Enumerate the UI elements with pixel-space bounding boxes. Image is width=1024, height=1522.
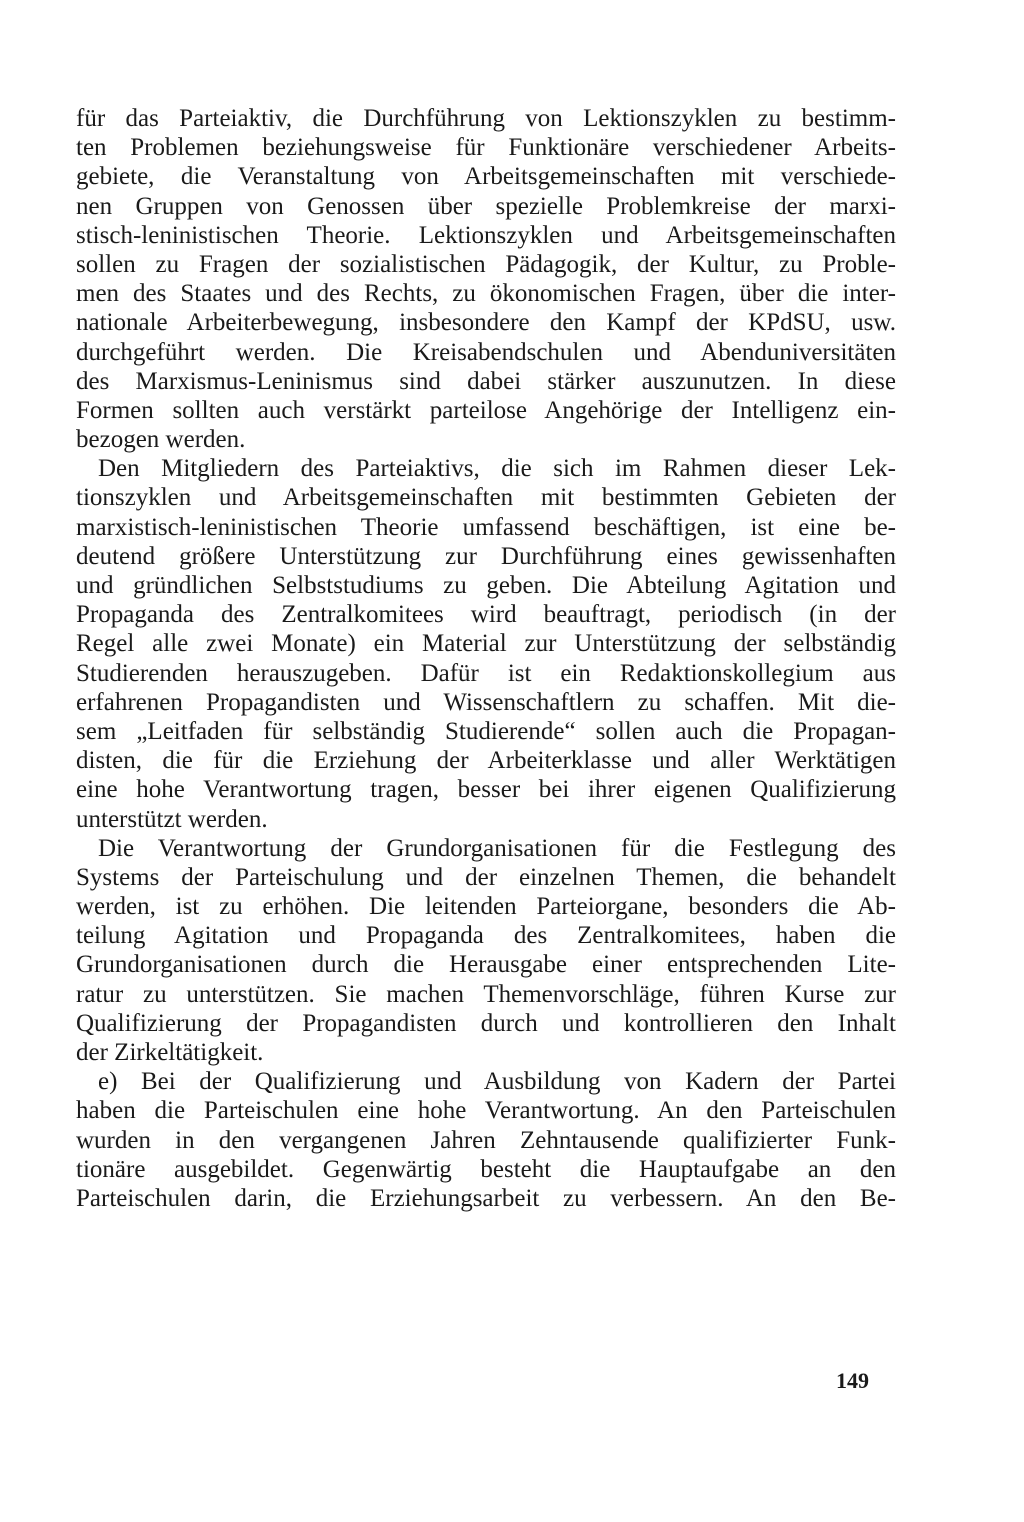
text-line: Regel alle zwei Monate) ein Material zur Unterstützung der selbständig — [76, 630, 896, 658]
text-line: und gründlichen Selbststudiums zu geben. Die Abteilung Agitation und — [76, 572, 896, 599]
text-line: wurden in den vergangenen Jahren Zehntausende qualifizierter Funk- — [76, 1126, 896, 1154]
text-line: sollen zu Fragen der sozialistischen Pädagogik, der Kultur, zu Proble- — [76, 250, 896, 278]
text-line: Qualifizierung der Propagandisten durch und kontrollieren den Inhalt — [76, 1009, 896, 1037]
text-line: teilung Agitation und Propaganda des Zentralkomitees, haben die — [76, 922, 896, 950]
text-line: werden, ist zu erhöhen. Die leitenden Parteiorgane, besonders die Ab- — [76, 893, 896, 921]
text-line: ratur zu unterstützen. Sie machen Themenvorschläge, führen Kurse zur — [76, 980, 896, 1008]
text-line: deutend größere Unterstützung zur Durchführung eines gewissenhaften — [76, 542, 896, 570]
text-line: der Zirkeltätigkeit. — [76, 1039, 264, 1066]
text-line: Die Verantwortung der Grundorganisationen für die Festlegung des — [98, 834, 896, 862]
paragraph — [76, 834, 896, 1068]
page-number: 149 — [836, 1368, 869, 1393]
text-line: tionszyklen und Arbeitsgemeinschaften mit bestimmten Gebieten der — [76, 484, 896, 512]
text-line: haben die Parteischulen eine hohe Verantwortung. An den Parteischulen — [76, 1097, 896, 1125]
text-line: für das Parteiaktiv, die Durchführung von Lektionszyklen zu bestimm- — [76, 105, 896, 132]
text-line: men des Staates und des Rechts, zu ökonomischen Fragen, über die inter- — [76, 280, 896, 308]
text-line: marxistisch-leninistischen Theorie umfassend beschäftigen, ist eine be- — [76, 513, 896, 541]
text-line: Formen sollten auch verstärkt parteilose Angehörige der Intelligenz ein- — [76, 396, 896, 424]
text-line: Parteischulen darin, die Erziehungsarbeit zu verbessern. An den Be- — [76, 1184, 896, 1212]
body-text — [76, 104, 896, 1213]
text-line: erfahrenen Propagandisten und Wissenschaftlern zu schaffen. Mit die- — [76, 688, 896, 716]
text-line: unterstützt werden. — [76, 805, 268, 833]
text-line: Grundorganisationen durch die Herausgabe einer entsprechenden Lite- — [76, 951, 896, 979]
text-line: eine hohe Verantwortung tragen, besser bei ihrer eigenen Qualifizierung — [76, 776, 896, 804]
text-line: sem „Leitfaden für selbständig Studierende“ sollen auch die Propagan- — [76, 717, 896, 745]
paragraph — [76, 1067, 896, 1213]
text-line: ten Problemen beziehungsweise für Funktionäre verschiedener Arbeits- — [76, 134, 896, 162]
text-line: Propaganda des Zentralkomitees wird beauftragt, periodisch (in der — [76, 601, 896, 629]
paragraph — [76, 454, 896, 833]
text-line: e) Bei der Qualifizierung und Ausbildung von Kadern der Partei — [98, 1068, 896, 1096]
text-line: disten, die für die Erziehung der Arbeiterklasse und aller Werktätigen — [76, 747, 896, 775]
text-line: durchgeführt werden. Die Kreisabendschulen und Abenduniversitäten — [76, 338, 896, 366]
text-line: nationale Arbeiterbewegung, insbesondere den Kampf der KPdSU, usw. — [76, 309, 896, 337]
text-line: nen Gruppen von Genossen über spezielle Problemkreise der marxi- — [76, 192, 896, 220]
text-line: des Marxismus-Leninismus sind dabei stärker auszunutzen. In diese — [76, 367, 896, 395]
text-line: Systems der Parteischulung und der einzelnen Themen, die behandelt — [76, 863, 896, 891]
text-line: gebiete, die Veranstaltung von Arbeitsgemeinschaften mit verschiede- — [76, 163, 896, 191]
text-line: Den Mitgliedern des Parteiaktivs, die sich im Rahmen dieser Lek- — [98, 455, 896, 483]
paragraph — [76, 104, 896, 454]
text-line: bezogen werden. — [76, 426, 246, 454]
text-line: Studierenden herauszugeben. Dafür ist ein Redaktionskollegium aus — [76, 659, 896, 687]
text-line: stisch-leninistischen Theorie. Lektionszyklen und Arbeitsgemeinschaften — [76, 221, 896, 249]
text-line: tionäre ausgebildet. Gegenwärtig besteht die Hauptaufgabe an den — [76, 1155, 896, 1183]
